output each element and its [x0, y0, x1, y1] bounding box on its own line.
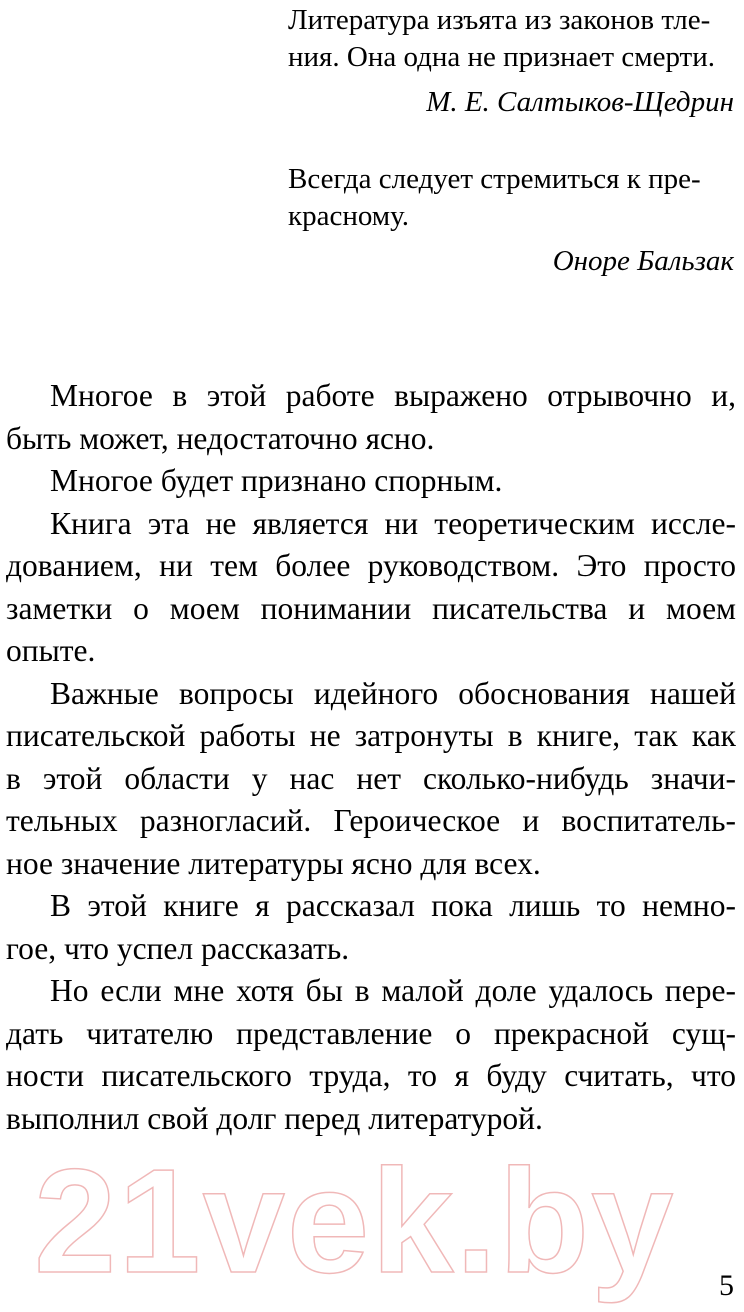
text-line: ности писательского труда, то я буду считать, что — [6, 1058, 736, 1093]
epigraph-line: Литература изъята из законов тле- — [288, 4, 711, 36]
text-line: гое, что успел рассказать. — [6, 930, 350, 966]
epigraph-saltykov — [288, 2, 734, 121]
epigraph-line: красному. — [288, 200, 409, 232]
epigraph-author: Оноре Бальзак — [552, 245, 734, 277]
text-line: В этой книге я рассказал пока лишь то немно- — [50, 888, 736, 923]
text-line: Но если мне хотя бы в малой доле удалось пере- — [50, 973, 736, 1008]
text-line: выполнил свой долг перед литературой. — [6, 1100, 543, 1136]
text-line: писательской работы не затронуты в книге, так как — [6, 718, 736, 753]
text-line: быть может, недостаточно ясно. — [6, 420, 435, 456]
main-text — [6, 375, 736, 1140]
epigraph-author: М. Е. Салтыков-Щедрин — [426, 86, 734, 118]
epigraph-line: ния. Она одна не признает смерти. — [288, 41, 715, 73]
text-line: ное значение литературы ясно для всех. — [6, 845, 541, 881]
text-line: тельных разногласий. Героическое и воспитатель- — [6, 803, 736, 838]
watermark: 21vek.by — [34, 1139, 676, 1304]
text-line: опыте. — [6, 633, 96, 668]
text-line: дованием, ни тем более руководством. Это просто — [6, 548, 736, 583]
text-line: Многое будет признано спорным. — [50, 463, 503, 498]
epigraph-balzac — [288, 161, 734, 280]
text-line: в этой области у нас нет сколько-нибудь значи- — [6, 760, 736, 796]
page-number: 5 — [719, 1269, 734, 1302]
epigraph-line: Всегда следует стремиться к пре- — [288, 163, 701, 195]
text-line: дать читателю представление о прекрасной сущ- — [6, 1015, 736, 1051]
text-line: Многое в этой работе выражено отрывочно и, — [50, 378, 736, 413]
text-line: заметки о моем понимании писательства и моем — [6, 590, 736, 626]
text-line: Важные вопросы идейного обоснования нашей — [50, 675, 736, 711]
text-line: Книга эта не является ни теоретическим иссле- — [50, 505, 736, 541]
